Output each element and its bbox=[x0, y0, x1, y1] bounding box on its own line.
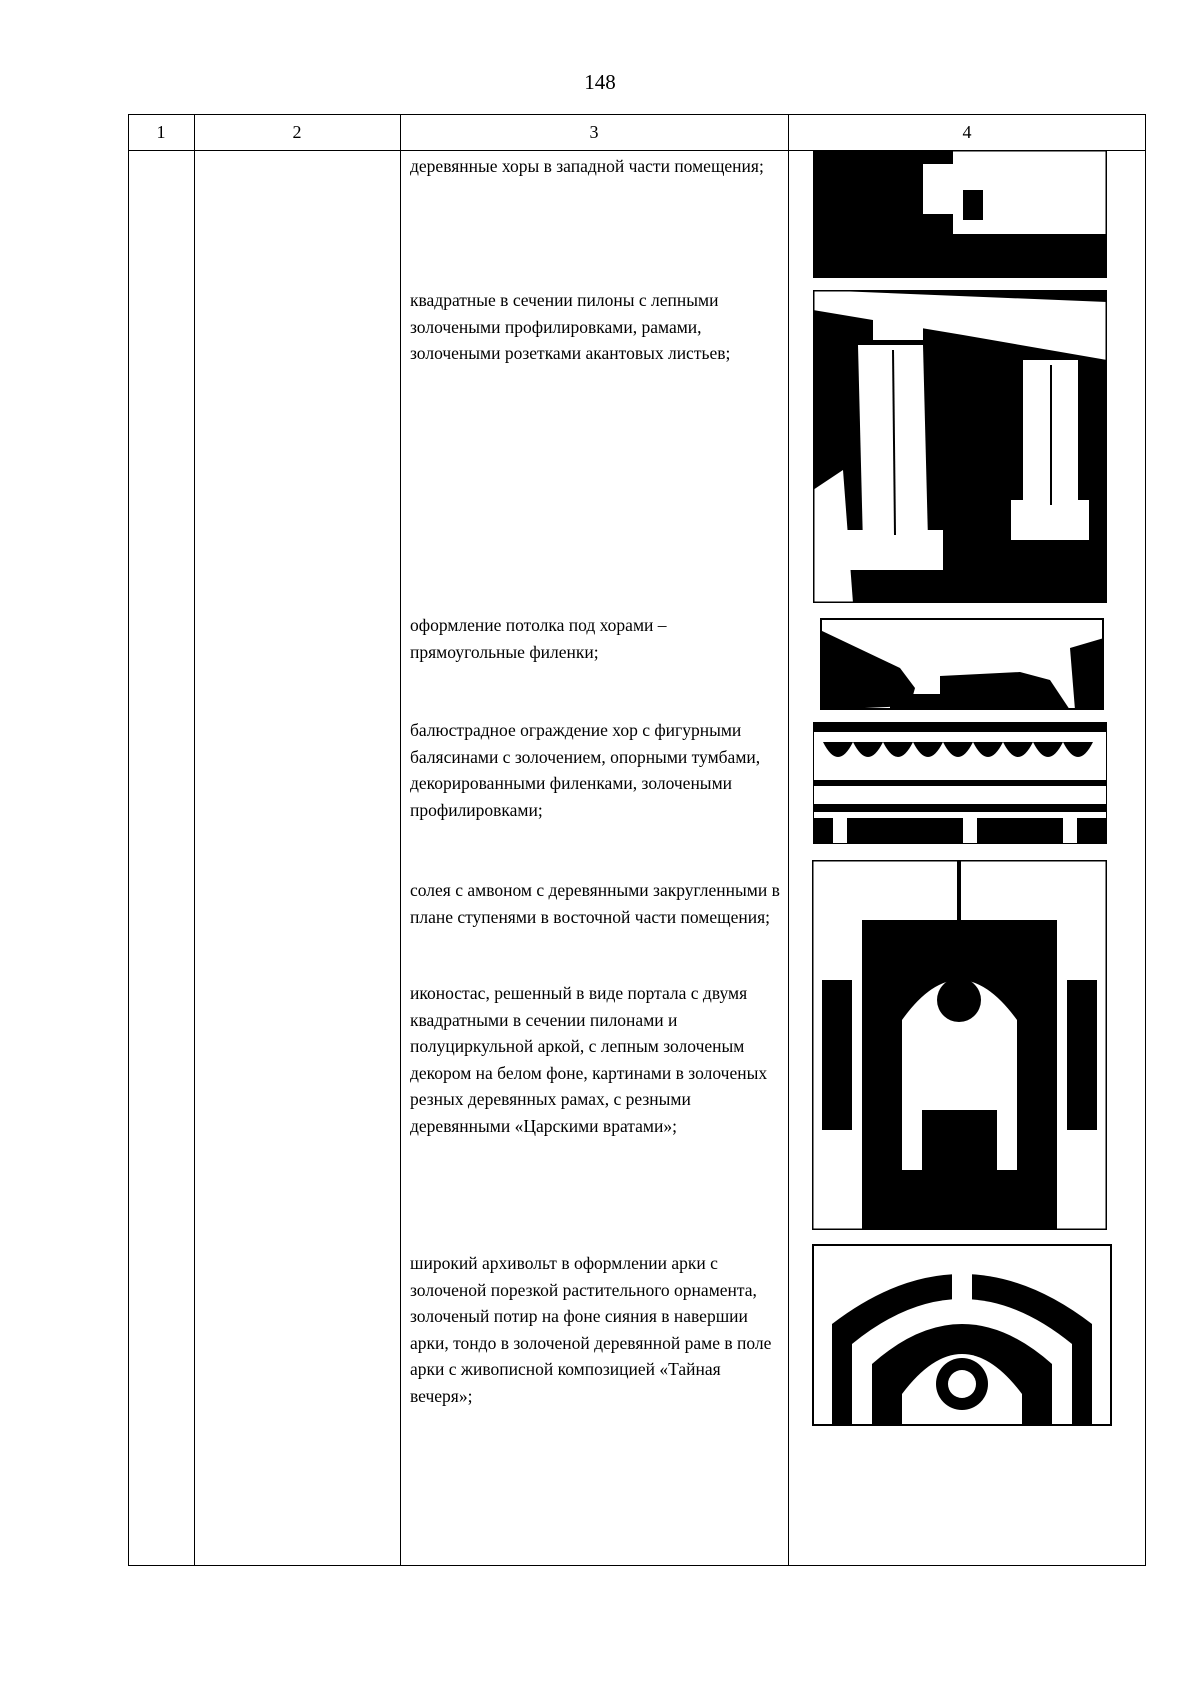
description-iconostasis: иконостас, решенный в виде портала с двумя квадратными в сечении пилонами и полуциркульной аркой, с лепным золоченым декором на белом фоне, картинами в золоченых резных деревянных рамах, с резными деревянными «Царскими вратами»; bbox=[410, 983, 768, 1136]
iconostasis-photo bbox=[812, 860, 1107, 1230]
description-soleas: солея с амвоном с деревянными закругленными в плане ступенями в восточной части помещения; bbox=[410, 880, 780, 927]
description-choir-lofts: деревянные хоры в западной части помещения; bbox=[410, 156, 764, 176]
column-header-2: 2 bbox=[292, 122, 302, 142]
column-header-1: 1 bbox=[156, 122, 166, 142]
description-archivolt: широкий архивольт в оформлении арки с золоченой порезкой растительного орнамента, золоченый потир на фоне сияния в навершии арки, тондо в золоченой деревянной раме в поле арки с живописной композицией «Тайная вечеря»; bbox=[410, 1253, 772, 1406]
pylons-photo bbox=[813, 290, 1107, 603]
column-divider bbox=[788, 114, 789, 1566]
balustrade-photo bbox=[813, 722, 1107, 844]
column-header-3: 3 bbox=[589, 122, 599, 142]
choir-lofts-photo bbox=[813, 150, 1107, 278]
column-divider bbox=[194, 114, 195, 1566]
column-header-4: 4 bbox=[962, 122, 972, 142]
description-pylons: квадратные в сечении пилоны с лепными золочеными профилировками, рамами, золочеными розетками акантовых листьев; bbox=[410, 290, 731, 363]
description-balustrade: балюстрадное ограждение хор с фигурными балясинами с золочением, опорными тумбами, декорированными филенками, золочеными профилировками; bbox=[410, 720, 761, 820]
description-ceiling: оформление потолка под хорами – прямоугольные филенки; bbox=[410, 615, 667, 662]
page-number: 148 bbox=[584, 70, 616, 94]
archivolt-photo bbox=[812, 1244, 1112, 1426]
column-divider bbox=[400, 114, 401, 1566]
ceiling-photo bbox=[820, 618, 1104, 710]
